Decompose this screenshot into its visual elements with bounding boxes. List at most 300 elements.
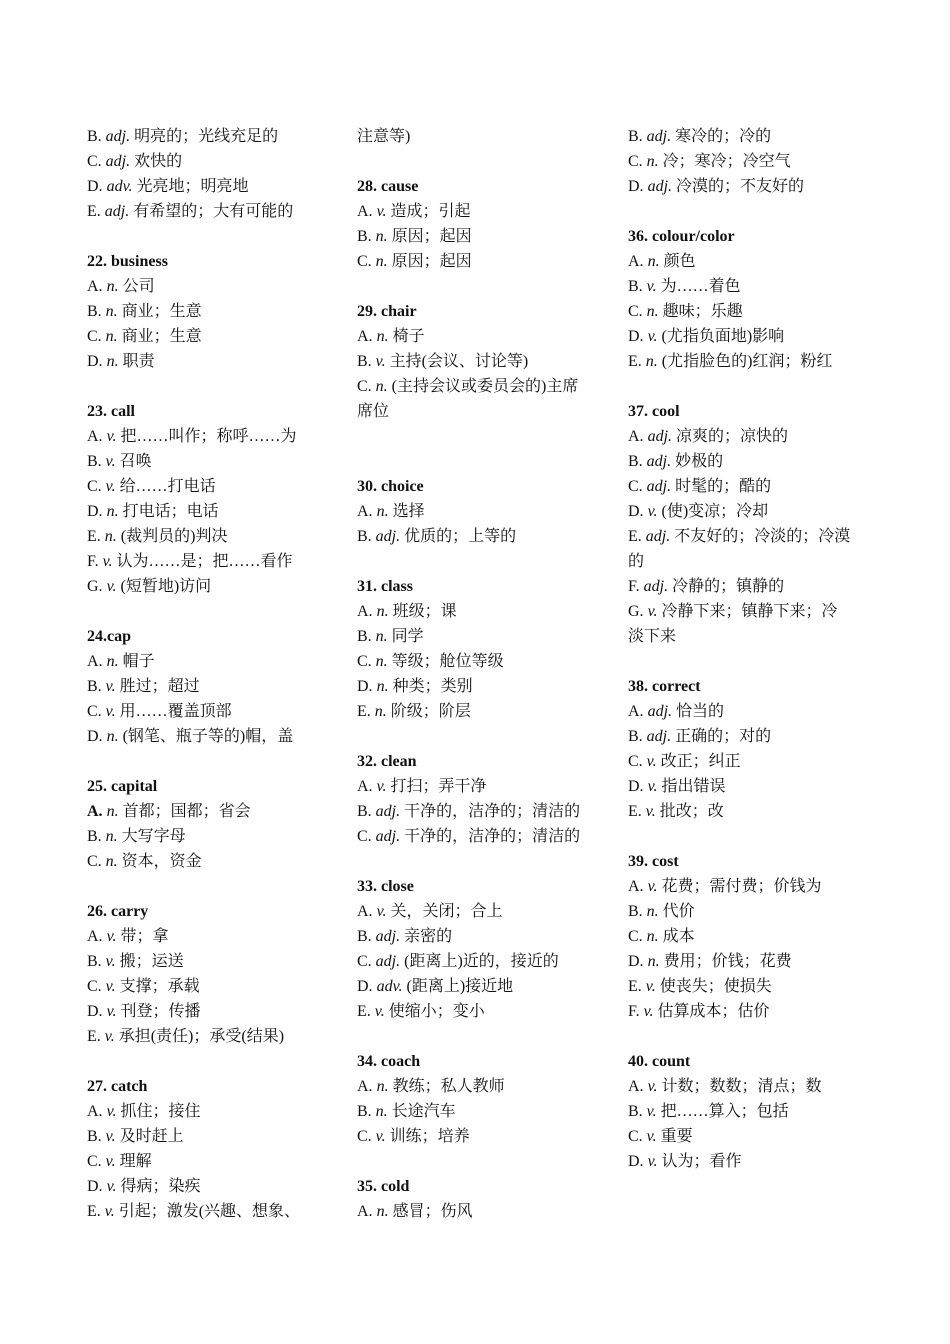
sense-definition: 冷静的；镇静的 <box>672 578 785 595</box>
sense-line <box>628 274 873 299</box>
sense-definition: 批改；改 <box>659 803 724 820</box>
sense-definition: (短暂地)访问 <box>120 578 212 595</box>
part-of-speech: n. <box>106 728 119 745</box>
part-of-speech: adv. <box>106 178 133 195</box>
sense-line <box>87 349 337 374</box>
sense-letter: E. <box>87 203 101 220</box>
sense-definition: 阶级；阶层 <box>390 703 471 720</box>
sense-definition: 刊登；传播 <box>120 1003 201 1020</box>
sense-definition: 把……算入；包括 <box>660 1103 789 1120</box>
sense-letter: E. <box>357 703 371 720</box>
sense-definition: 理解 <box>119 1153 152 1170</box>
sense-letter: A. <box>87 278 103 295</box>
part-of-speech: n. <box>375 1103 388 1120</box>
sense-line <box>87 424 337 449</box>
sense-definition: 抓住；接住 <box>120 1103 201 1120</box>
sense-letter: E. <box>87 1028 101 1045</box>
sense-definition: (钢笔、瓶子等的)帽，盖 <box>122 728 294 745</box>
sense-line <box>87 474 337 499</box>
sense-line <box>628 599 873 624</box>
sense-definition: 资本，资金 <box>121 853 202 870</box>
sense-line <box>357 674 607 699</box>
sense-letter: E. <box>628 528 642 545</box>
sense-definition: 带；拿 <box>120 928 169 945</box>
sense-letter: B. <box>357 528 372 545</box>
sense-definition: 得病；染疾 <box>120 1178 201 1195</box>
sense-line <box>87 574 337 599</box>
part-of-speech: n. <box>375 378 388 395</box>
entry-headword: 25. capital <box>87 778 158 795</box>
sense-letter: D. <box>87 1003 103 1020</box>
part-of-speech: v. <box>647 503 658 520</box>
sense-definition: 训练；培养 <box>389 1128 470 1145</box>
sense-definition: 原因；起因 <box>391 253 472 270</box>
sense-line <box>357 1199 607 1224</box>
sense-line <box>628 1124 873 1149</box>
part-of-speech: adj. <box>646 478 672 495</box>
part-of-speech: v. <box>375 353 386 370</box>
sense-line <box>628 299 873 324</box>
sense-definition: 大写字母 <box>121 828 186 845</box>
sense-line <box>357 1099 607 1124</box>
sense-line <box>87 324 337 349</box>
spacer <box>357 1149 607 1174</box>
sense-letter: B. <box>357 628 372 645</box>
sense-letter: B. <box>357 928 372 945</box>
sense-line <box>357 774 607 799</box>
part-of-speech: v. <box>646 753 657 770</box>
part-of-speech: v. <box>647 1078 658 1095</box>
sense-definition: 椅子 <box>392 328 425 345</box>
sense-definition: (裁判员的)判决 <box>120 528 228 545</box>
sense-letter: D. <box>628 778 644 795</box>
sense-line <box>628 124 873 149</box>
sense-line <box>87 724 337 749</box>
sense-letter: G. <box>87 578 103 595</box>
sense-line <box>357 249 607 274</box>
entry-headword: 22. business <box>87 253 168 270</box>
sense-line <box>628 499 873 524</box>
sense-letter: C. <box>628 303 643 320</box>
part-of-speech: n. <box>106 278 119 295</box>
part-of-speech: v. <box>376 903 387 920</box>
sense-line <box>87 849 337 874</box>
sense-line <box>357 374 607 399</box>
sense-line <box>357 499 607 524</box>
sense-line <box>628 699 873 724</box>
part-of-speech: adj. <box>647 703 673 720</box>
sense-letter: B. <box>628 1103 643 1120</box>
sense-letter: A. <box>87 928 103 945</box>
sense-letter: A. <box>628 878 644 895</box>
sense-definition: (尤指负面地)影响 <box>661 328 785 345</box>
part-of-speech: n. <box>104 528 117 545</box>
sense-line <box>628 524 873 549</box>
sense-letter: A. <box>628 253 644 270</box>
part-of-speech: v. <box>646 1128 657 1145</box>
part-of-speech: adj. <box>647 428 673 445</box>
part-of-speech: v. <box>376 778 387 795</box>
part-of-speech: v. <box>105 1153 116 1170</box>
spacer <box>357 724 607 749</box>
sense-letter: D. <box>87 1178 103 1195</box>
part-of-speech: v. <box>643 1003 654 1020</box>
sense-definition: 等级；舱位等级 <box>391 653 504 670</box>
sense-definition: 用……覆盖顶部 <box>119 703 232 720</box>
part-of-speech: v. <box>374 1003 385 1020</box>
part-of-speech: n. <box>646 928 659 945</box>
sense-letter: A. <box>357 203 373 220</box>
part-of-speech: v. <box>647 1153 658 1170</box>
sense-line <box>87 1174 337 1199</box>
part-of-speech: n. <box>105 853 118 870</box>
sense-definition: 不友好的；冷淡的；冷漠 <box>674 528 851 545</box>
sense-line <box>628 174 873 199</box>
sense-definition: 长途汽车 <box>391 1103 456 1120</box>
sense-letter: C. <box>357 828 372 845</box>
sense-definition: (尤指脸色的)红润；粉红 <box>661 353 833 370</box>
sense-definition: (距离上)近的，接近的 <box>404 953 559 970</box>
sense-letter: B. <box>87 678 102 695</box>
part-of-speech: v. <box>106 1103 117 1120</box>
entry-headword: 29. chair <box>357 303 417 320</box>
entry-headword: 30. choice <box>357 478 424 495</box>
sense-letter: C. <box>87 1153 102 1170</box>
sense-letter: A. <box>357 328 373 345</box>
sense-letter: C. <box>628 753 643 770</box>
column-1 <box>87 124 337 1224</box>
part-of-speech: v. <box>105 453 116 470</box>
part-of-speech: v. <box>105 1128 116 1145</box>
sense-letter: B. <box>357 803 372 820</box>
sense-definition: 原因；起因 <box>391 228 472 245</box>
sense-letter: F. <box>87 553 99 570</box>
sense-definition: 冷静下来；镇静下来；冷 <box>661 603 838 620</box>
sense-definition: 时髦的；酷的 <box>675 478 772 495</box>
sense-line <box>628 724 873 749</box>
sense-definition: 指出错误 <box>661 778 726 795</box>
part-of-speech: adj. <box>375 528 401 545</box>
spacer <box>87 224 337 249</box>
sense-definition: 改正；纠正 <box>660 753 741 770</box>
sense-letter: A. <box>628 428 644 445</box>
sense-letter: D. <box>628 1153 644 1170</box>
sense-definition: 恰当的 <box>676 703 725 720</box>
column-2 <box>357 124 607 1224</box>
entry-headword: 37. cool <box>628 403 680 420</box>
column-3 <box>628 124 873 1174</box>
sense-letter: A. <box>357 778 373 795</box>
sense-definition: 成本 <box>662 928 695 945</box>
sense-definition: 支撑；承载 <box>119 978 200 995</box>
sense-line <box>357 224 607 249</box>
part-of-speech: adj. <box>646 728 672 745</box>
part-of-speech: adj. <box>375 803 401 820</box>
sense-letter: E. <box>87 528 101 545</box>
sense-definition: 教练；私人教师 <box>392 1078 505 1095</box>
sense-letter: B. <box>87 453 102 470</box>
part-of-speech: adj. <box>105 153 131 170</box>
part-of-speech: v. <box>104 1203 115 1220</box>
sense-definition: 搬；运送 <box>119 953 184 970</box>
sense-definition: 把……叫作；称呼……为 <box>120 428 297 445</box>
entry-headword: 32. clean <box>357 753 417 770</box>
sense-definition: 打电话；电话 <box>122 503 219 520</box>
entry-headword: 34. coach <box>357 1053 421 1070</box>
sense-definition: 为……着色 <box>660 278 741 295</box>
sense-line <box>628 874 873 899</box>
sense-letter: C. <box>87 703 102 720</box>
sense-definition: 认为……是；把……看作 <box>116 553 293 570</box>
sense-letter: B. <box>628 903 643 920</box>
sense-letter: B. <box>87 953 102 970</box>
spacer <box>357 424 607 449</box>
sense-letter: E. <box>357 1003 371 1020</box>
spacer <box>628 824 873 849</box>
part-of-speech: v. <box>106 428 117 445</box>
sense-line <box>357 624 607 649</box>
sense-letter: D. <box>87 728 103 745</box>
spacer <box>87 1049 337 1074</box>
sense-line <box>87 924 337 949</box>
sense-letter: A. <box>357 503 373 520</box>
sense-line <box>628 974 873 999</box>
sense-definition: 重要 <box>660 1128 693 1145</box>
part-of-speech: adj. <box>645 528 671 545</box>
sense-line <box>357 999 607 1024</box>
part-of-speech: v. <box>105 678 116 695</box>
part-of-speech: n. <box>105 328 118 345</box>
part-of-speech: n. <box>646 303 659 320</box>
part-of-speech: n. <box>375 653 388 670</box>
sense-definition: (使)变凉；冷却 <box>661 503 769 520</box>
sense-letter: C. <box>357 1128 372 1145</box>
sense-line <box>357 199 607 224</box>
sense-line <box>87 549 337 574</box>
part-of-speech: n. <box>647 953 660 970</box>
sense-definition: 凉爽的；凉快的 <box>676 428 789 445</box>
sense-letter: B. <box>357 1103 372 1120</box>
part-of-speech: n. <box>106 503 119 520</box>
part-of-speech: n. <box>645 353 658 370</box>
sense-definition: 认为；看作 <box>661 1153 742 1170</box>
sense-definition: 同学 <box>391 628 424 645</box>
sense-line <box>87 949 337 974</box>
part-of-speech: n. <box>376 1078 389 1095</box>
part-of-speech: v. <box>647 603 658 620</box>
sense-letter: D. <box>628 503 644 520</box>
sense-letter: A. <box>87 653 103 670</box>
sense-letter: C. <box>628 1128 643 1145</box>
sense-letter: D. <box>628 178 644 195</box>
entry-headword: 28. cause <box>357 178 419 195</box>
sense-line <box>87 824 337 849</box>
sense-line <box>87 1199 337 1224</box>
sense-continuation: 的 <box>628 553 645 570</box>
sense-line <box>357 974 607 999</box>
sense-letter: A. <box>87 428 103 445</box>
sense-line <box>87 524 337 549</box>
sense-line <box>628 1074 873 1099</box>
sense-definition: 及时赶上 <box>119 1128 184 1145</box>
sense-line <box>87 974 337 999</box>
sense-line <box>628 449 873 474</box>
sense-letter: E. <box>87 1203 101 1220</box>
sense-definition: 胜过；超过 <box>119 678 200 695</box>
part-of-speech: n. <box>105 828 118 845</box>
sense-definition: 首都；国都；省会 <box>122 803 251 820</box>
sense-line <box>357 324 607 349</box>
sense-definition: 寒冷的；冷的 <box>675 128 772 145</box>
sense-letter: B. <box>628 128 643 145</box>
part-of-speech: n. <box>106 353 119 370</box>
sense-letter: E. <box>628 803 642 820</box>
sense-definition: 冷；寒冷；冷空气 <box>662 153 791 170</box>
part-of-speech: n. <box>375 253 388 270</box>
sense-letter: C. <box>357 378 372 395</box>
sense-line <box>357 699 607 724</box>
part-of-speech: v. <box>102 553 113 570</box>
sense-definition: 干净的，洁净的；清洁的 <box>404 828 581 845</box>
sense-line <box>628 774 873 799</box>
sense-line <box>87 799 337 824</box>
spacer <box>628 199 873 224</box>
sense-letter: C. <box>87 478 102 495</box>
sense-line <box>87 674 337 699</box>
sense-definition: 引起；激发(兴趣、想象、 <box>118 1203 301 1220</box>
sense-definition: 职责 <box>122 353 155 370</box>
sense-definition: 种类；类别 <box>392 678 473 695</box>
entry-headword: 33. close <box>357 878 414 895</box>
sense-letter: D. <box>628 328 644 345</box>
spacer <box>357 149 607 174</box>
part-of-speech: adj. <box>375 928 401 945</box>
part-of-speech: n. <box>105 303 118 320</box>
sense-line <box>87 649 337 674</box>
sense-letter: C. <box>628 928 643 945</box>
sense-line <box>87 274 337 299</box>
part-of-speech: adj. <box>104 203 130 220</box>
sense-letter: C. <box>357 253 372 270</box>
part-of-speech: v. <box>647 328 658 345</box>
sense-line <box>87 299 337 324</box>
sense-line <box>357 799 607 824</box>
entry-headword: 40. count <box>628 1053 691 1070</box>
part-of-speech: adv. <box>376 978 403 995</box>
spacer <box>357 274 607 299</box>
sense-definition: 趣味；乐趣 <box>662 303 743 320</box>
sense-letter: B. <box>87 1128 102 1145</box>
spacer <box>357 549 607 574</box>
spacer <box>357 1024 607 1049</box>
sense-letter: A. <box>357 1078 373 1095</box>
sense-definition: 正确的；对的 <box>675 728 772 745</box>
sense-letter: B. <box>628 728 643 745</box>
part-of-speech: v. <box>105 478 116 495</box>
part-of-speech: v. <box>646 278 657 295</box>
spacer <box>87 874 337 899</box>
sense-letter: D. <box>87 503 103 520</box>
part-of-speech: v. <box>105 703 116 720</box>
part-of-speech: v. <box>105 953 116 970</box>
spacer <box>87 749 337 774</box>
sense-definition: 主持(会议、讨论等) <box>389 353 529 370</box>
sense-line <box>87 449 337 474</box>
sense-definition: 感冒；伤风 <box>392 1203 473 1220</box>
part-of-speech: v. <box>106 1178 117 1195</box>
sense-definition: 商业；生意 <box>121 328 202 345</box>
entry-headword: 27. catch <box>87 1078 148 1095</box>
sense-line <box>628 249 873 274</box>
sense-definition: 费用；价钱；花费 <box>663 953 792 970</box>
sense-line <box>628 749 873 774</box>
sense-definition: 代价 <box>662 903 695 920</box>
sense-line <box>87 124 337 149</box>
sense-letter: A. <box>87 1103 103 1120</box>
part-of-speech: v. <box>375 1128 386 1145</box>
sense-definition: 有希望的；大有可能的 <box>133 203 294 220</box>
sense-definition: 光亮地；明亮地 <box>136 178 249 195</box>
sense-letter: D. <box>357 678 373 695</box>
sense-letter: A. <box>628 1078 644 1095</box>
sense-letter: A. <box>628 703 644 720</box>
sense-definition: 颜色 <box>663 253 696 270</box>
sense-line <box>628 899 873 924</box>
part-of-speech: v. <box>647 778 658 795</box>
part-of-speech: n. <box>374 703 387 720</box>
sense-definition: 选择 <box>392 503 425 520</box>
part-of-speech: v. <box>647 878 658 895</box>
sense-definition: 商业；生意 <box>121 303 202 320</box>
sense-definition: 明亮的；光线充足的 <box>134 128 279 145</box>
sense-definition: 妙极的 <box>675 453 724 470</box>
part-of-speech: adj. <box>375 828 401 845</box>
sense-line <box>87 199 337 224</box>
part-of-speech: n. <box>646 903 659 920</box>
part-of-speech: v. <box>104 1028 115 1045</box>
sense-line <box>628 149 873 174</box>
sense-definition: 欢快的 <box>134 153 183 170</box>
part-of-speech: n. <box>375 228 388 245</box>
sense-line <box>87 1099 337 1124</box>
sense-line <box>357 349 607 374</box>
sense-letter: E. <box>628 353 642 370</box>
sense-line <box>628 324 873 349</box>
sense-letter: C. <box>87 153 102 170</box>
part-of-speech: v. <box>645 803 656 820</box>
sense-line <box>628 424 873 449</box>
sense-line <box>357 924 607 949</box>
part-of-speech: adj. <box>647 178 673 195</box>
sense-definition: 花费；需付费；价钱为 <box>661 878 822 895</box>
spacer <box>628 649 873 674</box>
sense-letter: D. <box>87 353 103 370</box>
sense-line <box>87 149 337 174</box>
sense-line <box>357 949 607 974</box>
sense-letter: C. <box>87 328 102 345</box>
part-of-speech: n. <box>106 653 119 670</box>
sense-definition: 打扫；弄干净 <box>390 778 487 795</box>
sense-letter: C. <box>87 978 102 995</box>
entry-headword: 35. cold <box>357 1178 410 1195</box>
sense-line <box>357 824 607 849</box>
sense-continuation: 注意等) <box>357 128 411 145</box>
sense-definition: 使缩小；变小 <box>388 1003 485 1020</box>
part-of-speech: adj. <box>105 128 131 145</box>
sense-letter: A. <box>87 803 103 820</box>
sense-continuation: 席位 <box>357 403 390 420</box>
sense-line <box>357 599 607 624</box>
